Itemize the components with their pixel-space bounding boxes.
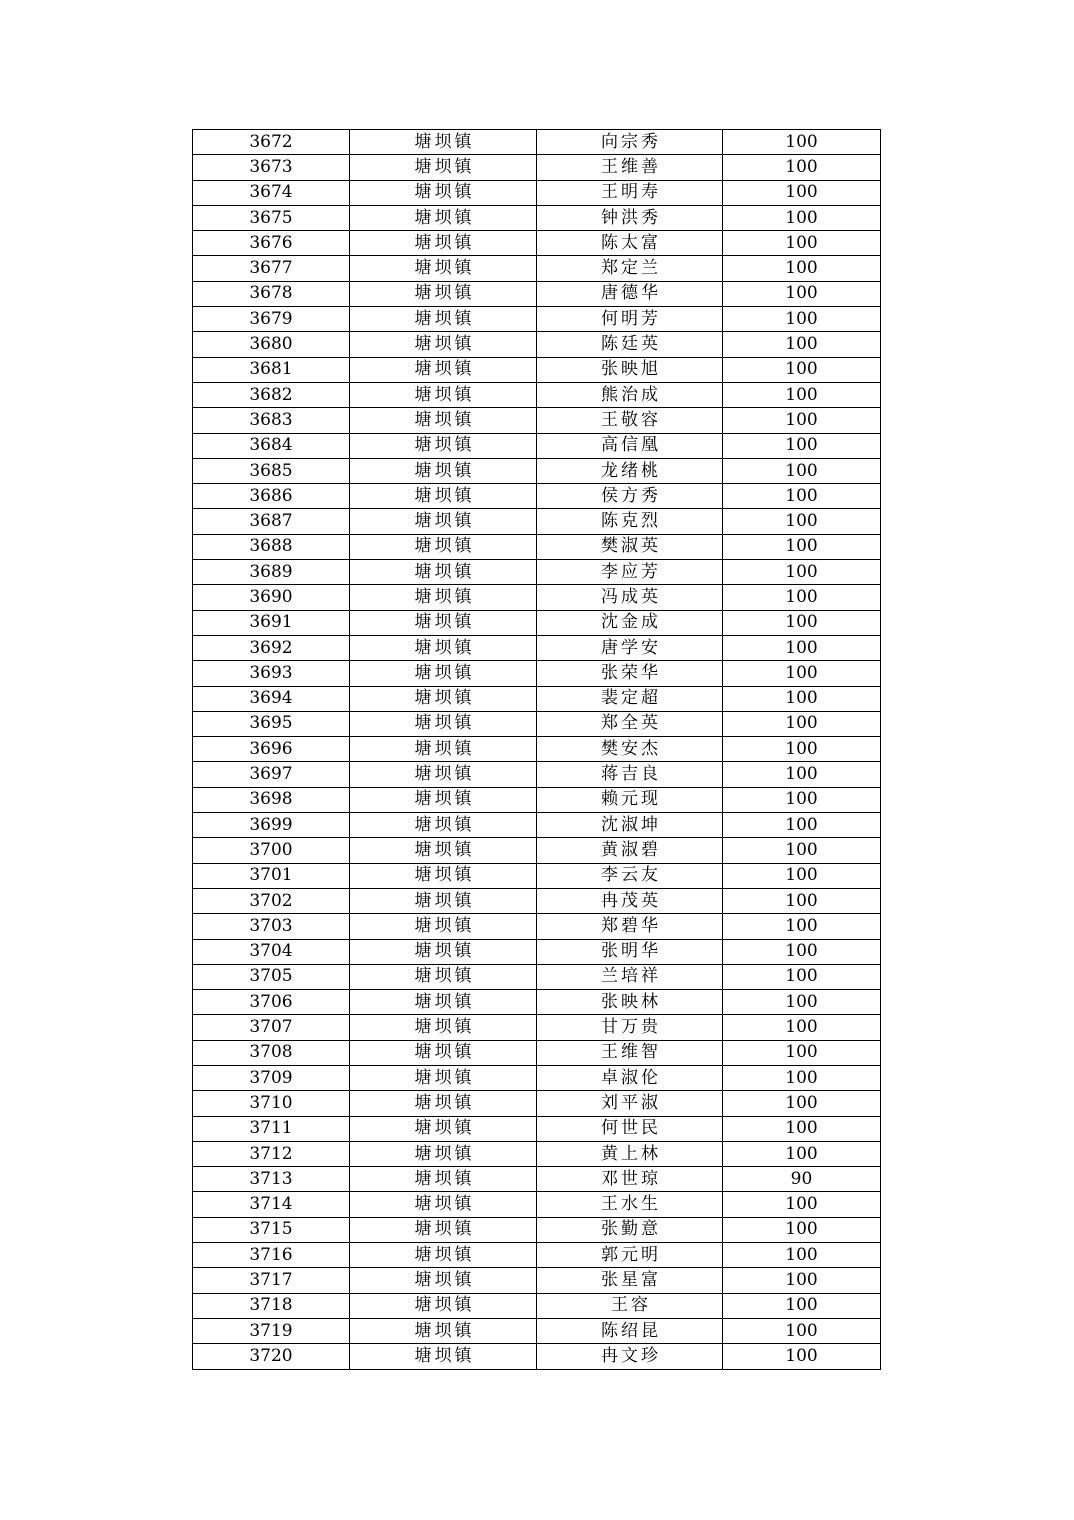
table-row xyxy=(193,585,881,610)
table-row xyxy=(193,711,881,736)
table-row xyxy=(193,990,881,1015)
cell-serial-number: 3685 xyxy=(193,458,350,483)
cell-amount: 100 xyxy=(723,307,881,332)
cell-town: 塘坝镇 xyxy=(350,888,537,913)
cell-amount: 100 xyxy=(723,155,881,180)
cell-person-name: 陈廷英 xyxy=(537,332,723,357)
cell-serial-number: 3682 xyxy=(193,382,350,407)
cell-town: 塘坝镇 xyxy=(350,1015,537,1040)
table-row xyxy=(193,1015,881,1040)
cell-person-name: 黄淑碧 xyxy=(537,838,723,863)
cell-serial-number: 3681 xyxy=(193,357,350,382)
cell-serial-number: 3718 xyxy=(193,1293,350,1318)
cell-serial-number: 3697 xyxy=(193,762,350,787)
cell-person-name: 王容 xyxy=(537,1293,723,1318)
table-row xyxy=(193,382,881,407)
cell-person-name: 张明华 xyxy=(537,939,723,964)
cell-amount: 100 xyxy=(723,863,881,888)
cell-amount: 100 xyxy=(723,711,881,736)
table-row xyxy=(193,332,881,357)
cell-person-name: 张荣华 xyxy=(537,661,723,686)
cell-town: 塘坝镇 xyxy=(350,863,537,888)
cell-person-name: 何明芳 xyxy=(537,307,723,332)
cell-serial-number: 3693 xyxy=(193,661,350,686)
table-row xyxy=(193,256,881,281)
cell-town: 塘坝镇 xyxy=(350,408,537,433)
cell-serial-number: 3675 xyxy=(193,205,350,230)
cell-serial-number: 3683 xyxy=(193,408,350,433)
table-row xyxy=(193,1217,881,1242)
cell-town: 塘坝镇 xyxy=(350,1192,537,1217)
cell-serial-number: 3707 xyxy=(193,1015,350,1040)
cell-serial-number: 3679 xyxy=(193,307,350,332)
table-row xyxy=(193,408,881,433)
cell-serial-number: 3704 xyxy=(193,939,350,964)
cell-serial-number: 3709 xyxy=(193,1065,350,1090)
cell-person-name: 郑定兰 xyxy=(537,256,723,281)
cell-amount: 100 xyxy=(723,635,881,660)
cell-person-name: 李云友 xyxy=(537,863,723,888)
cell-person-name: 向宗秀 xyxy=(537,130,723,155)
table-row xyxy=(193,458,881,483)
table-row xyxy=(193,484,881,509)
cell-person-name: 郑全英 xyxy=(537,711,723,736)
cell-serial-number: 3711 xyxy=(193,1116,350,1141)
cell-town: 塘坝镇 xyxy=(350,307,537,332)
cell-amount: 100 xyxy=(723,1040,881,1065)
cell-town: 塘坝镇 xyxy=(350,813,537,838)
cell-person-name: 张星富 xyxy=(537,1268,723,1293)
cell-town: 塘坝镇 xyxy=(350,787,537,812)
cell-amount: 100 xyxy=(723,939,881,964)
cell-town: 塘坝镇 xyxy=(350,332,537,357)
cell-serial-number: 3714 xyxy=(193,1192,350,1217)
cell-serial-number: 3672 xyxy=(193,130,350,155)
cell-person-name: 王维善 xyxy=(537,155,723,180)
table-row xyxy=(193,130,881,155)
table-row xyxy=(193,787,881,812)
cell-person-name: 龙绪桃 xyxy=(537,458,723,483)
cell-serial-number: 3676 xyxy=(193,231,350,256)
cell-amount: 100 xyxy=(723,888,881,913)
cell-town: 塘坝镇 xyxy=(350,256,537,281)
table-row xyxy=(193,888,881,913)
table-row xyxy=(193,1167,881,1192)
cell-town: 塘坝镇 xyxy=(350,686,537,711)
cell-town: 塘坝镇 xyxy=(350,1217,537,1242)
cell-person-name: 唐德华 xyxy=(537,281,723,306)
table-row xyxy=(193,1344,881,1369)
table-row xyxy=(193,357,881,382)
cell-amount: 100 xyxy=(723,813,881,838)
cell-person-name: 樊淑英 xyxy=(537,534,723,559)
cell-person-name: 钟洪秀 xyxy=(537,205,723,230)
table-row xyxy=(193,661,881,686)
roster-table-body xyxy=(193,130,881,1370)
cell-amount: 100 xyxy=(723,964,881,989)
cell-town: 塘坝镇 xyxy=(350,762,537,787)
cell-amount: 100 xyxy=(723,990,881,1015)
table-row xyxy=(193,1040,881,1065)
cell-person-name: 邓世琼 xyxy=(537,1167,723,1192)
cell-serial-number: 3716 xyxy=(193,1243,350,1268)
cell-serial-number: 3712 xyxy=(193,1141,350,1166)
cell-town: 塘坝镇 xyxy=(350,610,537,635)
table-row xyxy=(193,1243,881,1268)
cell-amount: 100 xyxy=(723,534,881,559)
cell-town: 塘坝镇 xyxy=(350,484,537,509)
table-row xyxy=(193,762,881,787)
cell-amount: 100 xyxy=(723,256,881,281)
table-row xyxy=(193,686,881,711)
table-row xyxy=(193,838,881,863)
cell-serial-number: 3696 xyxy=(193,737,350,762)
cell-town: 塘坝镇 xyxy=(350,509,537,534)
cell-person-name: 刘平淑 xyxy=(537,1091,723,1116)
table-row xyxy=(193,1065,881,1090)
cell-serial-number: 3703 xyxy=(193,914,350,939)
cell-person-name: 李应芳 xyxy=(537,560,723,585)
cell-amount: 100 xyxy=(723,1318,881,1343)
cell-serial-number: 3674 xyxy=(193,180,350,205)
cell-person-name: 兰培祥 xyxy=(537,964,723,989)
cell-town: 塘坝镇 xyxy=(350,1318,537,1343)
cell-person-name: 何世民 xyxy=(537,1116,723,1141)
cell-person-name: 熊治成 xyxy=(537,382,723,407)
roster-table xyxy=(192,129,881,1370)
cell-town: 塘坝镇 xyxy=(350,1065,537,1090)
cell-person-name: 裴定超 xyxy=(537,686,723,711)
cell-serial-number: 3694 xyxy=(193,686,350,711)
cell-person-name: 郭元明 xyxy=(537,1243,723,1268)
cell-town: 塘坝镇 xyxy=(350,180,537,205)
cell-town: 塘坝镇 xyxy=(350,914,537,939)
table-row xyxy=(193,534,881,559)
cell-serial-number: 3713 xyxy=(193,1167,350,1192)
cell-amount: 100 xyxy=(723,1217,881,1242)
cell-amount: 100 xyxy=(723,585,881,610)
cell-amount: 100 xyxy=(723,281,881,306)
cell-amount: 100 xyxy=(723,509,881,534)
cell-town: 塘坝镇 xyxy=(350,155,537,180)
cell-town: 塘坝镇 xyxy=(350,1293,537,1318)
cell-town: 塘坝镇 xyxy=(350,939,537,964)
cell-person-name: 樊安杰 xyxy=(537,737,723,762)
cell-amount: 100 xyxy=(723,130,881,155)
cell-serial-number: 3688 xyxy=(193,534,350,559)
cell-serial-number: 3705 xyxy=(193,964,350,989)
cell-person-name: 冯成英 xyxy=(537,585,723,610)
cell-town: 塘坝镇 xyxy=(350,130,537,155)
cell-person-name: 张映林 xyxy=(537,990,723,1015)
cell-town: 塘坝镇 xyxy=(350,1091,537,1116)
table-row xyxy=(193,1293,881,1318)
cell-serial-number: 3677 xyxy=(193,256,350,281)
cell-amount: 100 xyxy=(723,1268,881,1293)
cell-serial-number: 3678 xyxy=(193,281,350,306)
cell-town: 塘坝镇 xyxy=(350,635,537,660)
cell-serial-number: 3702 xyxy=(193,888,350,913)
cell-serial-number: 3684 xyxy=(193,433,350,458)
cell-person-name: 王明寿 xyxy=(537,180,723,205)
cell-person-name: 王敬容 xyxy=(537,408,723,433)
cell-person-name: 陈绍昆 xyxy=(537,1318,723,1343)
table-row xyxy=(193,180,881,205)
cell-amount: 100 xyxy=(723,231,881,256)
cell-serial-number: 3699 xyxy=(193,813,350,838)
cell-amount: 100 xyxy=(723,332,881,357)
cell-amount: 100 xyxy=(723,1192,881,1217)
cell-town: 塘坝镇 xyxy=(350,838,537,863)
table-row xyxy=(193,509,881,534)
cell-serial-number: 3708 xyxy=(193,1040,350,1065)
cell-town: 塘坝镇 xyxy=(350,458,537,483)
cell-town: 塘坝镇 xyxy=(350,205,537,230)
cell-town: 塘坝镇 xyxy=(350,1268,537,1293)
cell-amount: 100 xyxy=(723,408,881,433)
cell-person-name: 赖元现 xyxy=(537,787,723,812)
cell-town: 塘坝镇 xyxy=(350,1344,537,1369)
cell-amount: 100 xyxy=(723,205,881,230)
table-row xyxy=(193,560,881,585)
cell-amount: 100 xyxy=(723,737,881,762)
cell-town: 塘坝镇 xyxy=(350,357,537,382)
table-row xyxy=(193,1268,881,1293)
table-row xyxy=(193,307,881,332)
cell-amount: 100 xyxy=(723,458,881,483)
cell-amount: 100 xyxy=(723,1141,881,1166)
cell-serial-number: 3691 xyxy=(193,610,350,635)
table-row xyxy=(193,1091,881,1116)
cell-serial-number: 3717 xyxy=(193,1268,350,1293)
cell-person-name: 陈太富 xyxy=(537,231,723,256)
cell-town: 塘坝镇 xyxy=(350,737,537,762)
cell-serial-number: 3710 xyxy=(193,1091,350,1116)
cell-person-name: 卓淑伦 xyxy=(537,1065,723,1090)
table-row xyxy=(193,610,881,635)
cell-town: 塘坝镇 xyxy=(350,1040,537,1065)
cell-town: 塘坝镇 xyxy=(350,964,537,989)
table-row xyxy=(193,433,881,458)
cell-person-name: 陈克烈 xyxy=(537,509,723,534)
cell-person-name: 蒋吉良 xyxy=(537,762,723,787)
table-row xyxy=(193,914,881,939)
cell-amount: 100 xyxy=(723,661,881,686)
cell-person-name: 郑碧华 xyxy=(537,914,723,939)
table-row xyxy=(193,1318,881,1343)
table-row xyxy=(193,155,881,180)
cell-person-name: 张映旭 xyxy=(537,357,723,382)
cell-amount: 100 xyxy=(723,1065,881,1090)
cell-person-name: 沈金成 xyxy=(537,610,723,635)
cell-amount: 100 xyxy=(723,484,881,509)
cell-person-name: 沈淑坤 xyxy=(537,813,723,838)
cell-amount: 100 xyxy=(723,433,881,458)
cell-amount: 100 xyxy=(723,1344,881,1369)
cell-person-name: 甘万贵 xyxy=(537,1015,723,1040)
cell-town: 塘坝镇 xyxy=(350,281,537,306)
cell-town: 塘坝镇 xyxy=(350,661,537,686)
cell-serial-number: 3687 xyxy=(193,509,350,534)
cell-serial-number: 3692 xyxy=(193,635,350,660)
cell-person-name: 高信凰 xyxy=(537,433,723,458)
cell-amount: 100 xyxy=(723,560,881,585)
cell-amount: 100 xyxy=(723,1116,881,1141)
table-row xyxy=(193,939,881,964)
cell-amount: 100 xyxy=(723,914,881,939)
cell-serial-number: 3715 xyxy=(193,1217,350,1242)
cell-person-name: 冉文珍 xyxy=(537,1344,723,1369)
table-row xyxy=(193,205,881,230)
cell-person-name: 唐学安 xyxy=(537,635,723,660)
cell-town: 塘坝镇 xyxy=(350,1243,537,1268)
table-row xyxy=(193,863,881,888)
table-row xyxy=(193,964,881,989)
table-row xyxy=(193,1141,881,1166)
cell-town: 塘坝镇 xyxy=(350,585,537,610)
cell-person-name: 王水生 xyxy=(537,1192,723,1217)
cell-amount: 100 xyxy=(723,686,881,711)
table-row xyxy=(193,1116,881,1141)
cell-amount: 100 xyxy=(723,762,881,787)
cell-person-name: 王维智 xyxy=(537,1040,723,1065)
cell-amount: 100 xyxy=(723,1091,881,1116)
cell-amount: 100 xyxy=(723,180,881,205)
table-row xyxy=(193,813,881,838)
cell-town: 塘坝镇 xyxy=(350,560,537,585)
table-row xyxy=(193,281,881,306)
cell-serial-number: 3701 xyxy=(193,863,350,888)
cell-amount: 100 xyxy=(723,787,881,812)
cell-amount: 100 xyxy=(723,1293,881,1318)
cell-amount: 90 xyxy=(723,1167,881,1192)
cell-town: 塘坝镇 xyxy=(350,990,537,1015)
cell-serial-number: 3695 xyxy=(193,711,350,736)
cell-serial-number: 3689 xyxy=(193,560,350,585)
cell-person-name: 侯方秀 xyxy=(537,484,723,509)
cell-serial-number: 3673 xyxy=(193,155,350,180)
cell-town: 塘坝镇 xyxy=(350,382,537,407)
table-row xyxy=(193,635,881,660)
cell-serial-number: 3680 xyxy=(193,332,350,357)
cell-person-name: 冉茂英 xyxy=(537,888,723,913)
cell-town: 塘坝镇 xyxy=(350,433,537,458)
table-row xyxy=(193,737,881,762)
cell-town: 塘坝镇 xyxy=(350,1116,537,1141)
cell-serial-number: 3700 xyxy=(193,838,350,863)
cell-amount: 100 xyxy=(723,357,881,382)
cell-amount: 100 xyxy=(723,838,881,863)
cell-amount: 100 xyxy=(723,610,881,635)
cell-serial-number: 3706 xyxy=(193,990,350,1015)
cell-serial-number: 3690 xyxy=(193,585,350,610)
cell-amount: 100 xyxy=(723,1015,881,1040)
cell-town: 塘坝镇 xyxy=(350,711,537,736)
cell-serial-number: 3698 xyxy=(193,787,350,812)
cell-serial-number: 3720 xyxy=(193,1344,350,1369)
table-row xyxy=(193,1192,881,1217)
cell-amount: 100 xyxy=(723,382,881,407)
cell-town: 塘坝镇 xyxy=(350,1141,537,1166)
cell-town: 塘坝镇 xyxy=(350,534,537,559)
table-row xyxy=(193,231,881,256)
cell-person-name: 张勤意 xyxy=(537,1217,723,1242)
cell-serial-number: 3719 xyxy=(193,1318,350,1343)
cell-amount: 100 xyxy=(723,1243,881,1268)
cell-person-name: 黄上林 xyxy=(537,1141,723,1166)
cell-town: 塘坝镇 xyxy=(350,231,537,256)
cell-serial-number: 3686 xyxy=(193,484,350,509)
cell-town: 塘坝镇 xyxy=(350,1167,537,1192)
